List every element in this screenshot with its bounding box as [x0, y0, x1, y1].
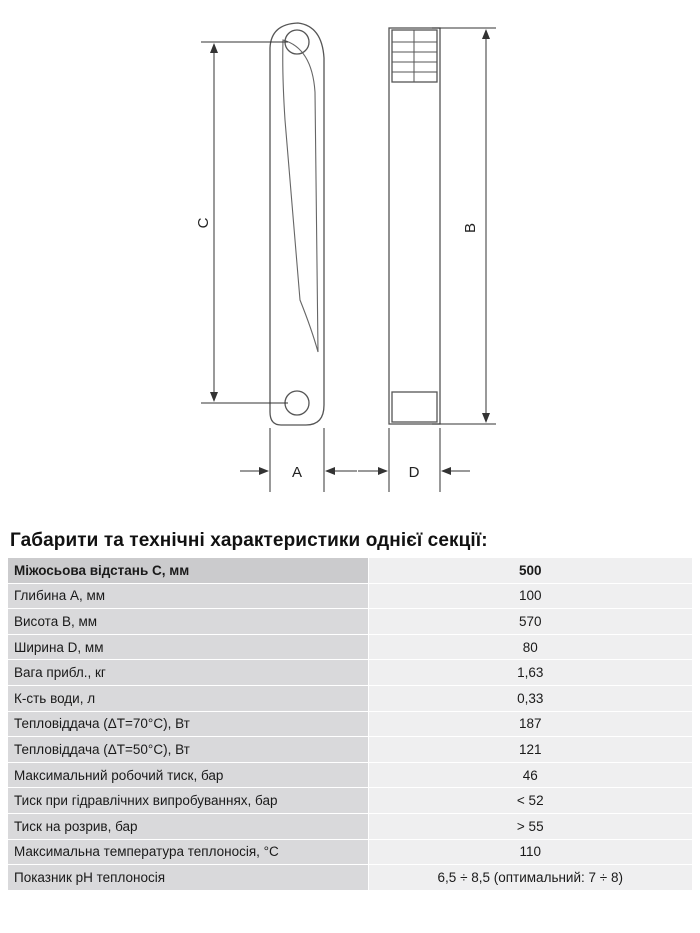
front-view [389, 28, 440, 424]
table-row [8, 711, 692, 737]
bottom-connection-hole [285, 391, 309, 415]
spec-value: 46 [368, 762, 692, 788]
spec-name: К-сть води, л [8, 685, 368, 711]
dimension-b-label: B [461, 222, 479, 234]
spec-value: 80 [368, 634, 692, 660]
table-row [8, 558, 692, 583]
spec-name: Максимальний робочий тиск, бар [8, 762, 368, 788]
spec-name: Ширина D, мм [8, 634, 368, 660]
spec-value: 121 [368, 737, 692, 763]
table-row [8, 685, 692, 711]
spec-value: 1,63 [368, 660, 692, 686]
spec-name: Вага прибл., кг [8, 660, 368, 686]
spec-name: Тиск на розрив, бар [8, 813, 368, 839]
spec-name: Міжосьова відстань С, мм [8, 558, 368, 583]
spec-value: 500 [368, 558, 692, 583]
dimension-d-label: D [408, 464, 420, 481]
spec-value: 0,33 [368, 685, 692, 711]
table-row [8, 813, 692, 839]
table-row [8, 737, 692, 763]
spec-name: Тиск при гідравлічних випробуваннях, бар [8, 788, 368, 814]
section-title: Габарити та технічні характеристики однієї секції: [10, 530, 488, 551]
side-view-fin [283, 40, 318, 352]
spec-value: 100 [368, 583, 692, 609]
spec-name: Показник рН теплоносія [8, 865, 368, 891]
table-row [8, 865, 692, 891]
table-row [8, 609, 692, 635]
spec-name: Висота В, мм [8, 609, 368, 635]
spec-name: Максимальна температура теплоносія, °С [8, 839, 368, 865]
specs-table [8, 558, 692, 891]
spec-name: Глибина А, мм [8, 583, 368, 609]
table-row [8, 634, 692, 660]
spec-value: 6,5 ÷ 8,5 (оптимальний: 7 ÷ 8) [368, 865, 692, 891]
table-row [8, 788, 692, 814]
front-view-body [389, 28, 440, 424]
table-row [8, 660, 692, 686]
spec-value: 570 [368, 609, 692, 635]
spec-value: < 52 [368, 788, 692, 814]
table-row [8, 762, 692, 788]
spec-value: 187 [368, 711, 692, 737]
dimension-a-d [240, 428, 470, 492]
spec-value: 110 [368, 839, 692, 865]
dimension-c-label: C [194, 217, 212, 229]
front-view-bottom-thread [392, 392, 437, 422]
spec-name: Тепловіддача (ΔT=50°С), Вт [8, 737, 368, 763]
spec-value: > 55 [368, 813, 692, 839]
table-row [8, 583, 692, 609]
spec-name: Тепловіддача (ΔT=70°С), Вт [8, 711, 368, 737]
side-view-outline [270, 23, 324, 425]
side-view [270, 23, 324, 425]
dimension-c [201, 42, 288, 403]
dimension-a-label: A [291, 464, 303, 481]
table-row [8, 839, 692, 865]
